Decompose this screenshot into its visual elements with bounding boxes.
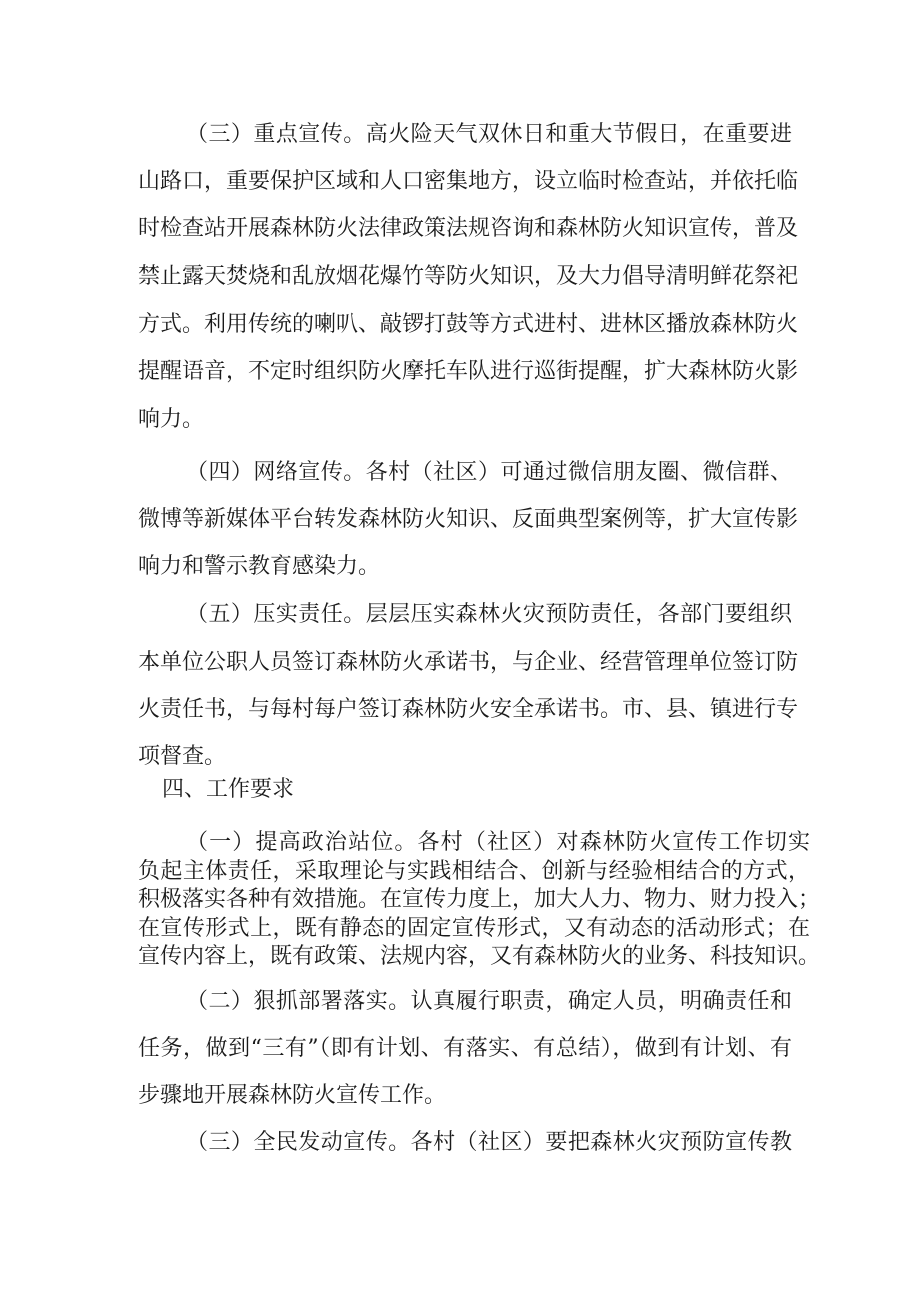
text-line: 在宣传形式上，既有静态的固定宣传形式，又有动态的活动形式；在 bbox=[138, 916, 810, 941]
text-line: （二）狠抓部署落实。认真履行职责，确定人员，明确责任和 bbox=[186, 989, 792, 1014]
text-line: 项督查。 bbox=[138, 744, 227, 769]
text-line: （三）重点宣传。高火险天气双休日和重大节假日，在重要进 bbox=[186, 122, 792, 147]
text-line: 负起主体责任，采取理论与实践相结合、创新与经验相结合的方式， bbox=[138, 859, 810, 884]
text-line: 方式。利用传统的喇叭、敲锣打鼓等方式进村、进林区播放森林防火 bbox=[138, 312, 799, 337]
section-heading: 四、工作要求 bbox=[162, 777, 295, 802]
text-line: 宣传内容上，既有政策、法规内容，又有森林防火的业务、科技知识。 bbox=[138, 944, 821, 969]
text-line: 任务，做到“三有”（即有计划、有落实、有总结），做到有计划、有 bbox=[138, 1036, 792, 1061]
text-line: 火责任书，与每村每户签订森林防火安全承诺书。市、县、镇进行专 bbox=[138, 697, 799, 722]
text-line: 本单位公职人员签订森林防火承诺书，与企业、经营管理单位签订防 bbox=[138, 650, 799, 675]
text-line: 积极落实各种有效措施。在宣传力度上，加大人力、物力、财力投入； bbox=[138, 887, 821, 912]
text-line: 响力和警示教育感染力。 bbox=[138, 554, 381, 579]
text-line: （四）网络宣传。各村（社区）可通过微信朋友圈、微信群、 bbox=[186, 460, 792, 485]
text-line: 微博等新媒体平台转发森林防火知识、反面典型案例等，扩大宣传影 bbox=[138, 507, 799, 532]
text-line: （三）全民发动宣传。各村（社区）要把森林火灾预防宣传教 bbox=[186, 1130, 792, 1155]
text-line: 时检查站开展森林防火法律政策法规咨询和森林防火知识宣传，普及 bbox=[138, 216, 799, 241]
text-line: 步骤地开展森林防火宣传工作。 bbox=[138, 1083, 447, 1108]
text-line: （五）压实责任。层层压实森林火灾预防责任，各部门要组织 bbox=[186, 602, 792, 627]
text-line: （一）提高政治站位。各村（社区）对森林防火宣传工作切实 bbox=[186, 830, 810, 855]
text-line: 响力。 bbox=[138, 407, 205, 432]
text-line: 提醒语音，不定时组织防火摩托车队进行巡街提醒，扩大森林防火影 bbox=[138, 359, 799, 384]
text-line: 山路口，重要保护区域和人口密集地方，设立临时检查站，并依托临 bbox=[138, 169, 799, 194]
text-line: 禁止露天焚烧和乱放烟花爆竹等防火知识，及大力倡导清明鲜花祭祀 bbox=[138, 264, 799, 289]
